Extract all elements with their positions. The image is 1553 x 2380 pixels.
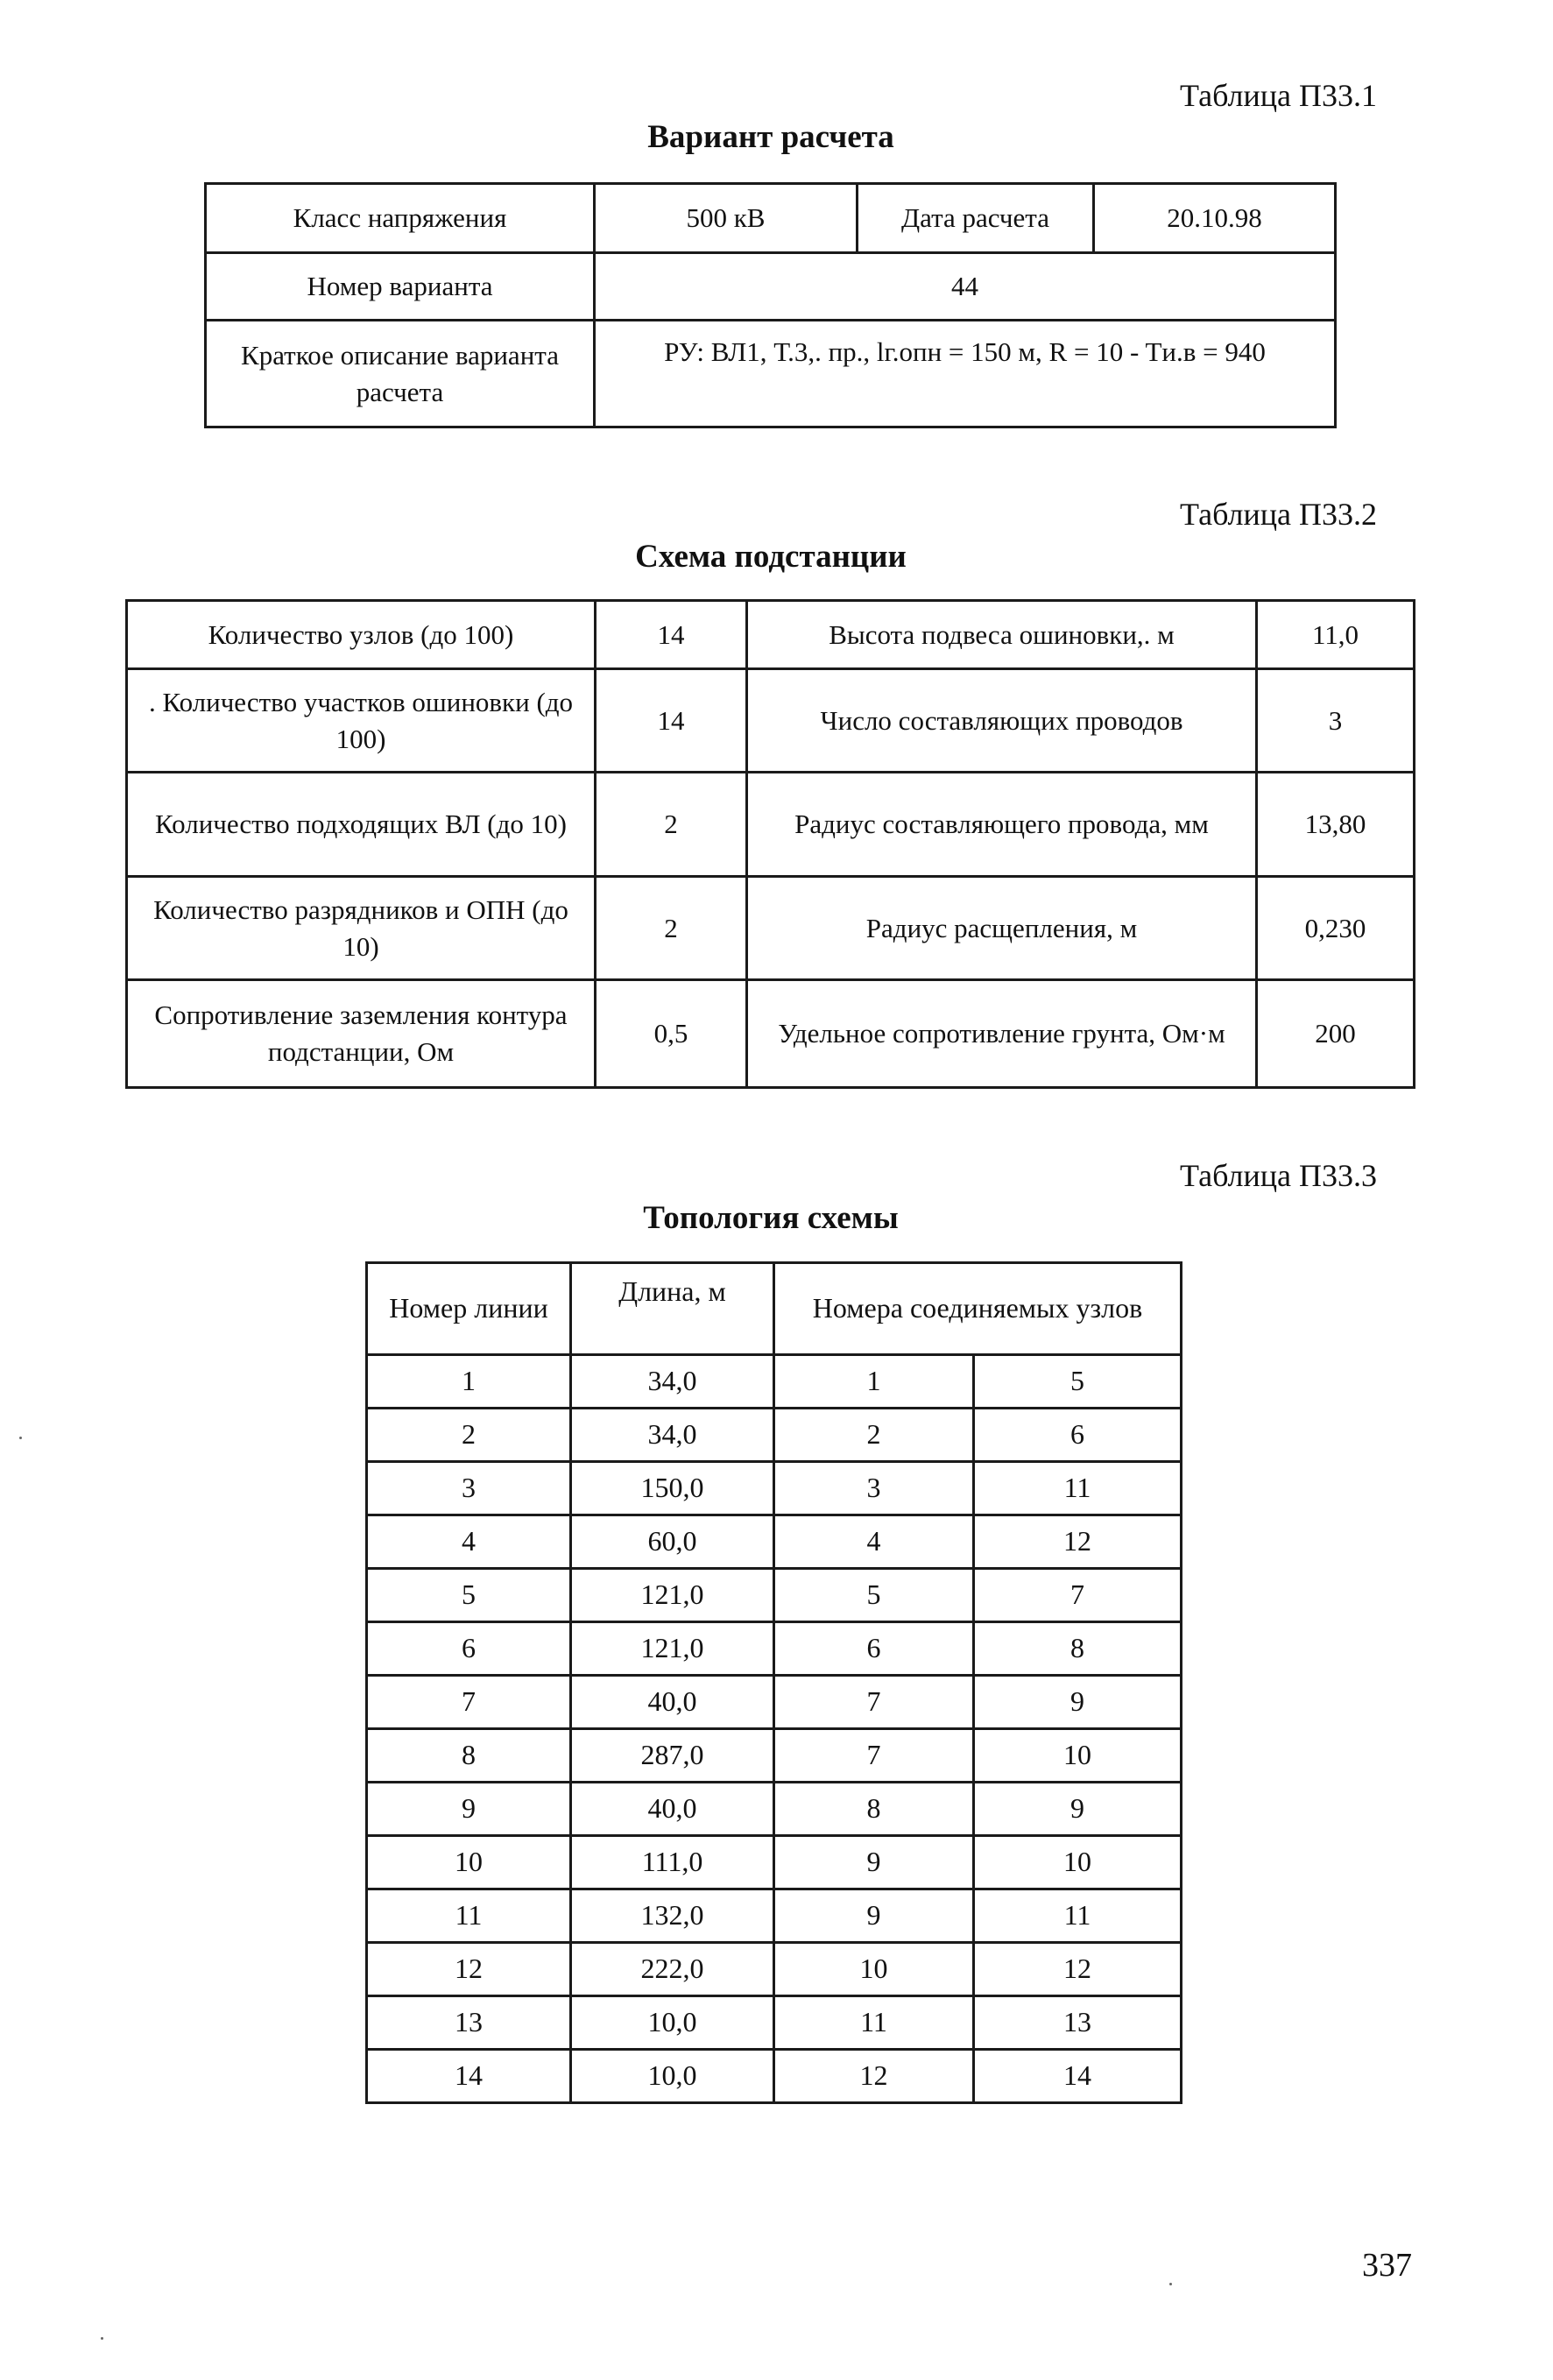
node-to: 8 xyxy=(974,1622,1182,1676)
scan-speck xyxy=(1169,2283,1172,2285)
node-from: 8 xyxy=(774,1783,974,1836)
line-number: 1 xyxy=(367,1355,571,1409)
line-number: 9 xyxy=(367,1783,571,1836)
node-from: 3 xyxy=(774,1462,974,1515)
table-row xyxy=(127,877,1415,980)
node-from: 6 xyxy=(774,1622,974,1676)
header-line-number: Номер линии xyxy=(367,1263,571,1355)
table-row xyxy=(367,1676,1182,1729)
param-label: . Количество участков ошиновки (до 100) xyxy=(127,669,596,773)
param-value: 0,5 xyxy=(596,980,747,1088)
line-length: 121,0 xyxy=(571,1622,774,1676)
node-from: 10 xyxy=(774,1943,974,1996)
short-description-value: РУ: ВЛ1, Т.3,. пр., lг.опн = 150 м, R = 10 - Tи.в = 940 xyxy=(595,321,1336,427)
node-from: 2 xyxy=(774,1409,974,1462)
table-row xyxy=(367,1836,1182,1889)
node-from: 4 xyxy=(774,1515,974,1569)
param-value: 13,80 xyxy=(1257,773,1415,877)
table-row xyxy=(367,1889,1182,1943)
line-number: 14 xyxy=(367,2050,571,2103)
table-label: Таблица П33.2 xyxy=(1180,497,1377,532)
table-row xyxy=(367,1783,1182,1836)
variant-number-value: 44 xyxy=(595,253,1336,321)
line-number: 13 xyxy=(367,1996,571,2050)
table-row xyxy=(127,980,1415,1088)
node-to: 12 xyxy=(974,1515,1182,1569)
scan-speck xyxy=(101,2337,103,2340)
line-length: 111,0 xyxy=(571,1836,774,1889)
node-to: 11 xyxy=(974,1889,1182,1943)
param-label: Число составляющих проводов xyxy=(747,669,1257,773)
line-number: 3 xyxy=(367,1462,571,1515)
table-row xyxy=(367,1355,1182,1409)
table-row xyxy=(367,1515,1182,1569)
param-label: Радиус расщепления, м xyxy=(747,877,1257,980)
table-row xyxy=(367,2050,1182,2103)
table-row xyxy=(367,1622,1182,1676)
param-label: Сопротивление заземления контура подстанции, Ом xyxy=(127,980,596,1088)
topology-table xyxy=(365,1261,1182,2104)
node-to: 12 xyxy=(974,1943,1182,1996)
line-length: 40,0 xyxy=(571,1783,774,1836)
node-to: 5 xyxy=(974,1355,1182,1409)
calc-date-label: Дата расчета xyxy=(858,184,1094,253)
node-from: 7 xyxy=(774,1729,974,1783)
short-description-label: Краткое описание варианта расчета xyxy=(206,321,595,427)
calc-date-value: 20.10.98 xyxy=(1094,184,1336,253)
page-number: 337 xyxy=(1362,2247,1412,2284)
line-length: 287,0 xyxy=(571,1729,774,1783)
node-to: 9 xyxy=(974,1783,1182,1836)
node-to: 6 xyxy=(974,1409,1182,1462)
header-connected-nodes: Номера соединяемых узлов xyxy=(774,1263,1182,1355)
line-length: 10,0 xyxy=(571,2050,774,2103)
line-number: 10 xyxy=(367,1836,571,1889)
node-from: 11 xyxy=(774,1996,974,2050)
table-title: Топология схемы xyxy=(643,1200,899,1236)
node-to: 9 xyxy=(974,1676,1182,1729)
node-from: 9 xyxy=(774,1836,974,1889)
table-row xyxy=(367,1996,1182,2050)
line-number: 11 xyxy=(367,1889,571,1943)
line-length: 132,0 xyxy=(571,1889,774,1943)
param-label: Количество разрядников и ОПН (до 10) xyxy=(127,877,596,980)
param-value: 0,230 xyxy=(1257,877,1415,980)
param-value: 200 xyxy=(1257,980,1415,1088)
line-length: 10,0 xyxy=(571,1996,774,2050)
line-length: 222,0 xyxy=(571,1943,774,1996)
table-label: Таблица П33.1 xyxy=(1180,78,1377,113)
line-number: 4 xyxy=(367,1515,571,1569)
param-label: Количество узлов (до 100) xyxy=(127,601,596,669)
node-to: 10 xyxy=(974,1729,1182,1783)
node-from: 5 xyxy=(774,1569,974,1622)
node-to: 11 xyxy=(974,1462,1182,1515)
node-from: 7 xyxy=(774,1676,974,1729)
param-value: 2 xyxy=(596,773,747,877)
param-label: Количество подходящих ВЛ (до 10) xyxy=(127,773,596,877)
line-number: 6 xyxy=(367,1622,571,1676)
line-number: 2 xyxy=(367,1409,571,1462)
table-row xyxy=(367,1569,1182,1622)
header-length: Длина, м xyxy=(571,1263,774,1355)
node-to: 14 xyxy=(974,2050,1182,2103)
line-length: 34,0 xyxy=(571,1355,774,1409)
table-row xyxy=(127,773,1415,877)
table-title: Схема подстанции xyxy=(635,539,907,575)
table-row xyxy=(127,601,1415,669)
line-number: 5 xyxy=(367,1569,571,1622)
voltage-class-label: Класс напряжения xyxy=(206,184,595,253)
table-row xyxy=(367,1943,1182,1996)
node-to: 7 xyxy=(974,1569,1182,1622)
node-from: 1 xyxy=(774,1355,974,1409)
param-value: 14 xyxy=(596,669,747,773)
calculation-variant-table xyxy=(204,182,1337,428)
node-from: 12 xyxy=(774,2050,974,2103)
node-from: 9 xyxy=(774,1889,974,1943)
table-row xyxy=(127,669,1415,773)
variant-number-label: Номер варианта xyxy=(206,253,595,321)
table-row xyxy=(367,1729,1182,1783)
param-label: Удельное сопротивление грунта, Ом·м xyxy=(747,980,1257,1088)
param-value: 2 xyxy=(596,877,747,980)
table-row xyxy=(367,1409,1182,1462)
table-row xyxy=(367,1462,1182,1515)
line-length: 150,0 xyxy=(571,1462,774,1515)
param-value: 11,0 xyxy=(1257,601,1415,669)
node-to: 10 xyxy=(974,1836,1182,1889)
line-length: 60,0 xyxy=(571,1515,774,1569)
table-label: Таблица П33.3 xyxy=(1180,1158,1377,1193)
param-value: 3 xyxy=(1257,669,1415,773)
voltage-class-value: 500 кВ xyxy=(595,184,858,253)
line-number: 8 xyxy=(367,1729,571,1783)
line-number: 12 xyxy=(367,1943,571,1996)
line-number: 7 xyxy=(367,1676,571,1729)
param-value: 14 xyxy=(596,601,747,669)
param-label: Радиус составляющего провода, мм xyxy=(747,773,1257,877)
table-title: Вариант расчета xyxy=(647,119,894,155)
line-length: 40,0 xyxy=(571,1676,774,1729)
scan-speck xyxy=(19,1437,22,1439)
substation-scheme-table xyxy=(125,599,1415,1089)
line-length: 121,0 xyxy=(571,1569,774,1622)
node-to: 13 xyxy=(974,1996,1182,2050)
line-length: 34,0 xyxy=(571,1409,774,1462)
param-label: Высота подвеса ошиновки,. м xyxy=(747,601,1257,669)
